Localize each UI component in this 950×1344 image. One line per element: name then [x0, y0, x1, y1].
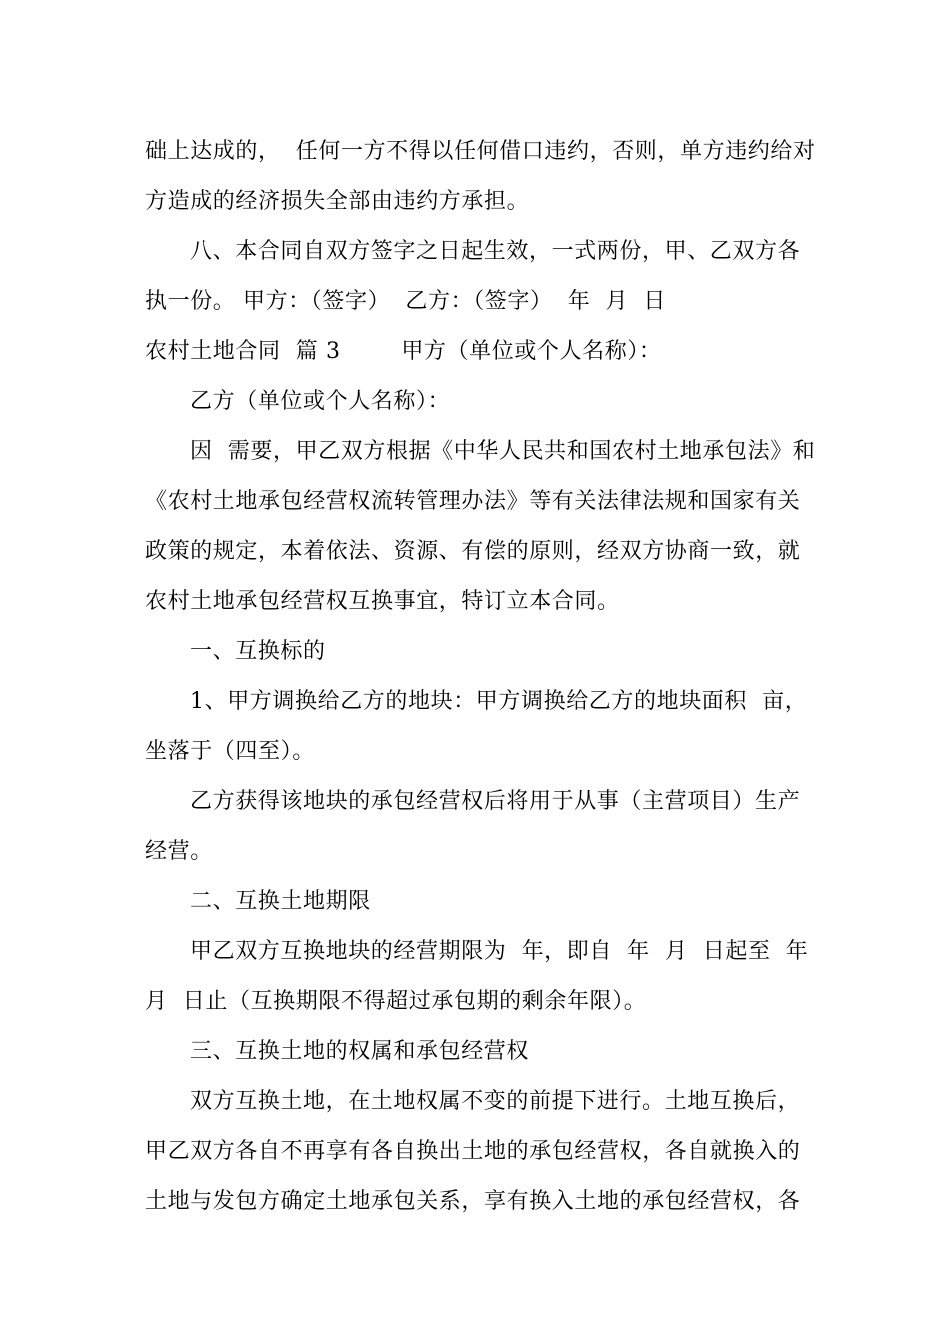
text-line: 乙方获得该地块的承包经营权后将用于从事（主营项目）生产: [190, 789, 801, 814]
text-line: 土地与发包方确定土地承包关系，享有换入土地的承包经营权，各: [145, 1189, 801, 1214]
text-line: 因 需要，甲乙双方根据《中华人民共和国农村土地承包法》和: [190, 439, 816, 464]
text-line: 政策的规定，本着依法、资源、有偿的原则，经双方协商一致，就: [145, 539, 801, 564]
text-line: 经营。: [145, 839, 213, 864]
section-heading: 一、互换标的: [190, 639, 326, 664]
section-heading: 三、互换土地的权属和承包经营权: [190, 1039, 530, 1064]
text-line: 双方互换土地，在土地权属不变的前提下进行。土地互换后，: [190, 1089, 801, 1114]
text-line: 农村土地合同 篇 3 甲方（单位或个人名称）：: [145, 339, 662, 364]
text-line: 础上达成的， 任何一方不得以任何借口违约，否则，单方违约给对: [145, 139, 816, 164]
text-line: 《农村土地承包经营权流转管理办法》等有关法律法规和国家有关: [145, 489, 801, 514]
text-line: 执一份。 甲方：（签字） 乙方：（签字） 年 月 日: [145, 289, 666, 314]
text-line: 坐落于（四至）。: [145, 739, 315, 764]
section-heading: 二、互换土地期限: [190, 889, 371, 914]
text-line: 方造成的经济损失全部由违约方承担。: [145, 189, 530, 214]
text-line: 甲乙双方互换地块的经营期限为 年，即自 年 月 日起至 年: [190, 939, 809, 964]
text-line: 月 日止（互换期限不得超过承包期的剩余年限）。: [145, 989, 647, 1014]
text-line: 1、甲方调换给乙方的地块：甲方调换给乙方的地块面积 亩，: [190, 689, 808, 714]
text-line: 农村土地承包经营权互换事宜，特订立本合同。: [145, 589, 620, 614]
text-line: 甲乙双方各自不再享有各自换出土地的承包经营权，各自就换入的: [145, 1139, 801, 1164]
text-line: 八、本合同自双方签字之日起生效，一式两份，甲、乙双方各: [190, 239, 801, 264]
text-line: 乙方（单位或个人名称）：: [190, 389, 451, 414]
